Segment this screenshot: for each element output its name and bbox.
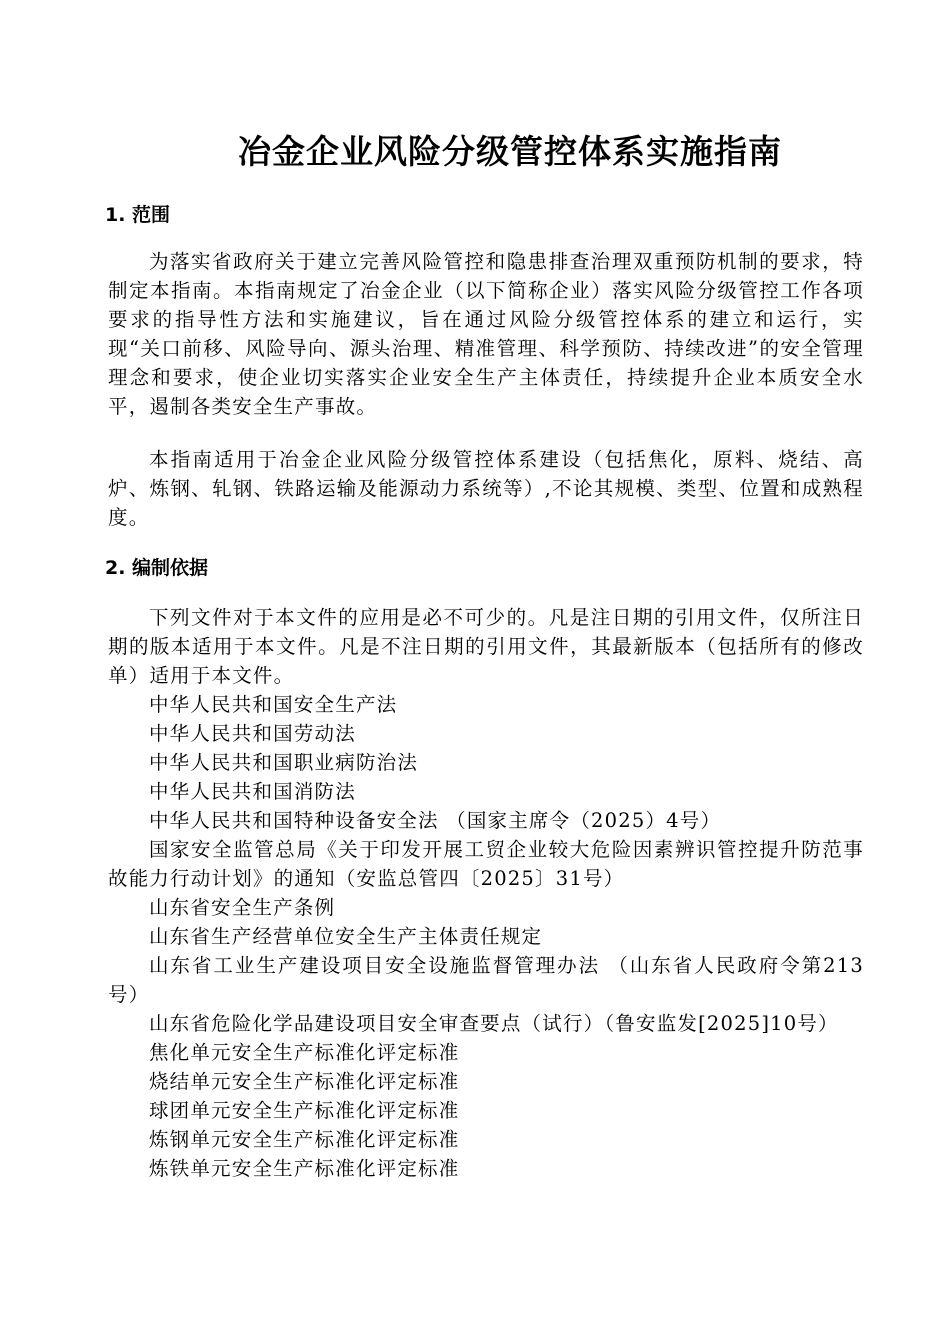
list-item: 炼钢单元安全生产标准化评定标准 <box>148 1128 460 1151</box>
scope-paragraph-1: 为落实省政府关于建立完善风险管控和隐患排查治理双重预防机制的要求，特制定本指南。本指南规定了冶金企业（以下简称企业）落实风险分级管控工作各项要求的指导性方法和实施建议，旨在通过风险分级管控体系的建立和运行，实现“关口前移、风险导向、源头治理、精准管理、科学预防、持续改进”的安全管理理念和要求，使企业切实落实企业安全生产主体责任，持续提升企业本质安全水平，遏制各类安全生产事故。 <box>108 250 864 418</box>
list-item: 山东省生产经营单位安全生产主体责任规定 <box>148 925 543 948</box>
list-item: 炼铁单元安全生产标准化评定标准 <box>148 1157 460 1180</box>
list-item: 烧结单元安全生产标准化评定标准 <box>148 1070 460 1093</box>
list-item: 中华人民共和国消防法 <box>148 780 356 803</box>
list-item: 中华人民共和国劳动法 <box>148 722 356 745</box>
reference-list <box>108 690 864 1183</box>
section-heading-scope: 1. 范围 <box>105 204 171 226</box>
list-item: 中华人民共和国职业病防治法 <box>148 751 419 774</box>
list-item: 山东省危险化学品建设项目安全审查要点（试行）（鲁安监发[2025]10号） <box>148 1012 839 1035</box>
document-title: 冶金企业风险分级管控体系实施指南 <box>238 132 782 171</box>
scope-paragraph-2: 本指南适用于冶金企业风险分级管控体系建设（包括焦化，原料、烧结、高炉、炼钢、轧钢、铁路运输及能源动力系统等）,不论其规模、类型、位置和成熟程度。 <box>108 448 864 529</box>
list-item: 中华人民共和国特种设备安全法 （国家主席令（2025）4号） <box>148 809 722 832</box>
list-item: 球团单元安全生产标准化评定标准 <box>148 1099 460 1122</box>
list-item: 山东省安全生产条例 <box>148 896 336 919</box>
section-heading-basis: 2. 编制依据 <box>105 557 209 579</box>
basis-intro-paragraph: 下列文件对于本文件的应用是必不可少的。凡是注日期的引用文件，仅所注日期的版本适用于本文件。凡是不注日期的引用文件，其最新版本（包括所有的修改单）适用于本文件。 <box>108 606 864 687</box>
list-item: 中华人民共和国安全生产法 <box>148 693 398 716</box>
list-item: 国家安全监管总局《关于印发开展工贸企业较大危险因素辨识管控提升防范事故能力行动计划》的通知（安监总管四〔2025〕31号） <box>108 838 864 890</box>
list-item: 焦化单元安全生产标准化评定标准 <box>148 1041 460 1064</box>
list-item: 山东省工业生产建设项目安全设施监督管理办法 （山东省人民政府令第213号） <box>108 954 864 1006</box>
